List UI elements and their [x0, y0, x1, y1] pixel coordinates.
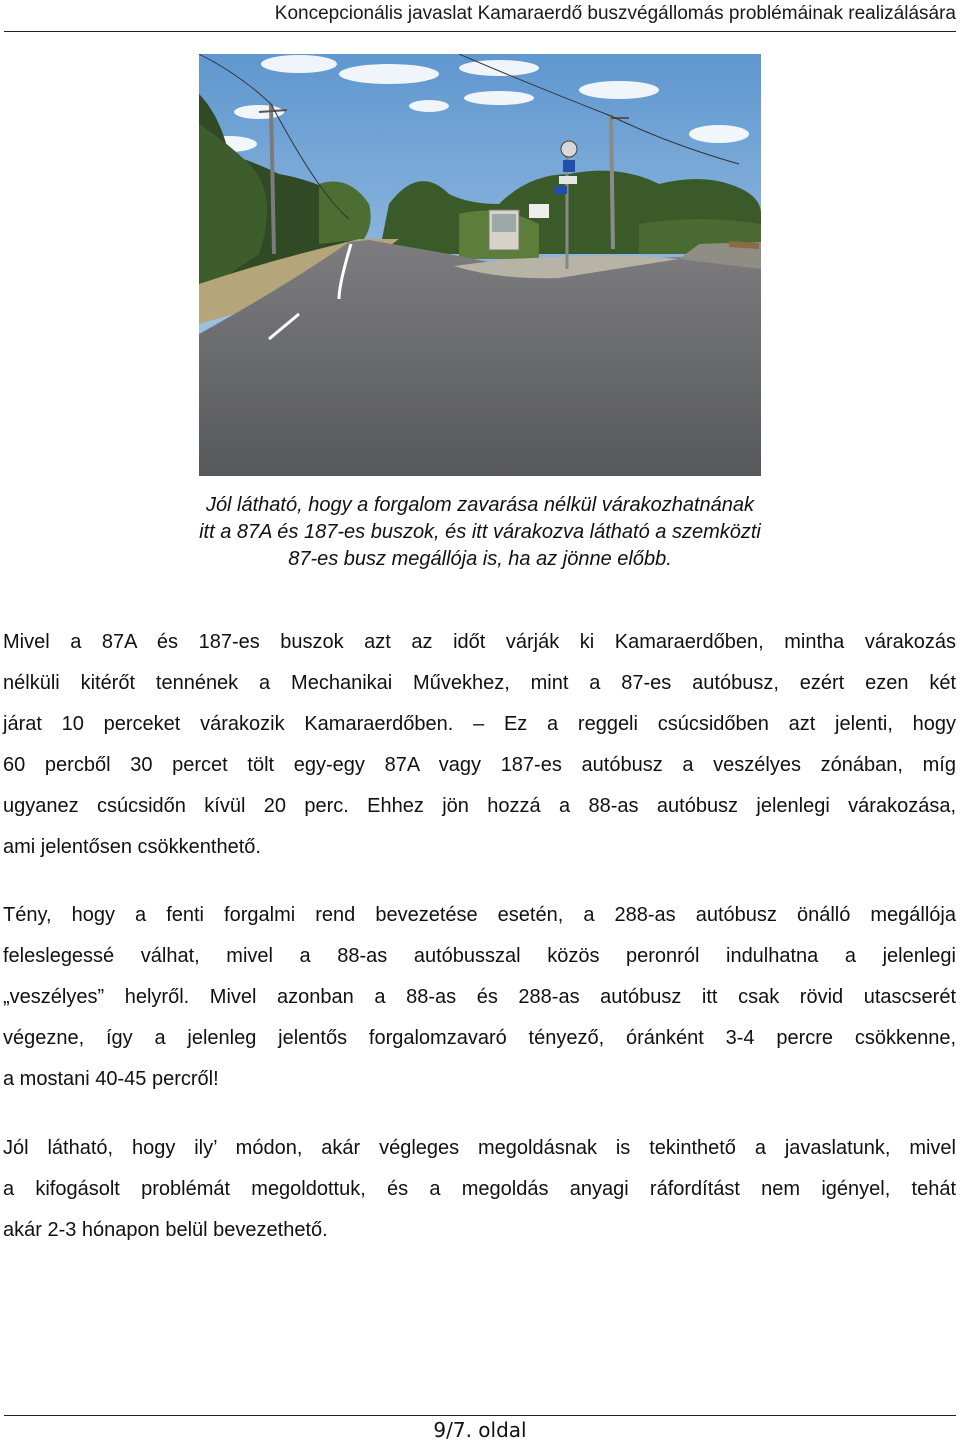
text-line: Tény, hogy a fenti forgalmi rend bevezetése esetén, a 288-as autóbusz önálló megállója: [3, 904, 956, 926]
text-line: a kifogásolt problémát megoldottuk, és a megoldás anyagi ráfordítást nem igényel, tehát: [3, 1178, 956, 1200]
caption-line: Jól látható, hogy a forgalom zavarása nélkül várakozhatnának: [205, 494, 755, 516]
text-line: a mostani 40-45 percről!: [3, 1068, 219, 1090]
text-line: akár 2-3 hónapon belül bevezethető.: [3, 1219, 328, 1241]
page-number: 9/7. oldal: [433, 1418, 527, 1442]
road-photo: [199, 54, 761, 476]
text-line: nélküli kitérőt tennének a Mechanikai Művekhez, mint a 87-es autóbusz, ezért ezen két: [3, 672, 956, 694]
text-line: ugyanez csúcsidőn kívül 20 perc. Ehhez jön hozzá a 88-as autóbusz jelenlegi várakozása,: [3, 795, 956, 817]
text-line: „veszélyes” helyről. Mivel azonban a 88-as és 288-as autóbusz itt csak rövid utascserét: [3, 986, 956, 1008]
text-line: 60 percből 30 percet tölt egy-egy 87A vagy 187-es autóbusz a veszélyes zónában, míg: [3, 754, 956, 776]
text-line: Mivel a 87A és 187-es buszok azt az időt várják ki Kamaraerdőben, mintha várakozás: [3, 631, 956, 653]
caption-line: itt a 87A és 187-es buszok, és itt várakozva látható a szemközti: [199, 521, 761, 543]
utility-pole-right: [611, 114, 613, 249]
text-line: végezne, így a jelenleg jelentős forgalomzavaró tényező, óránként 3-4 percre csökkenne,: [3, 1027, 956, 1049]
text-line: járat 10 perceket várakozik Kamaraerdőben. – Ez a reggeli csúcsidőben azt jelenti, hogy: [3, 713, 956, 735]
text-line: feleslegessé válhat, mivel a 88-as autóbusszal közös peronról indulhatna a jelenlegi: [3, 945, 956, 967]
body-paragraph-2: [3, 895, 956, 1100]
header-divider: [4, 31, 956, 32]
body-paragraph-3: [3, 1128, 956, 1251]
body-paragraph-1: [3, 622, 956, 868]
text-line: Jól látható, hogy ily’ módon, akár végleges megoldásnak is tekinthető a javaslatunk, mivel: [3, 1137, 956, 1159]
running-header: Koncepcionális javaslat Kamaraerdő buszvégállomás problémáinak realizálására: [274, 3, 956, 24]
signboard: [529, 204, 549, 218]
figure-caption: [100, 492, 860, 573]
text-line: ami jelentősen csökkenthető.: [3, 836, 261, 858]
caption-line: 87-es busz megállója is, ha az jönne előbb.: [288, 548, 672, 570]
